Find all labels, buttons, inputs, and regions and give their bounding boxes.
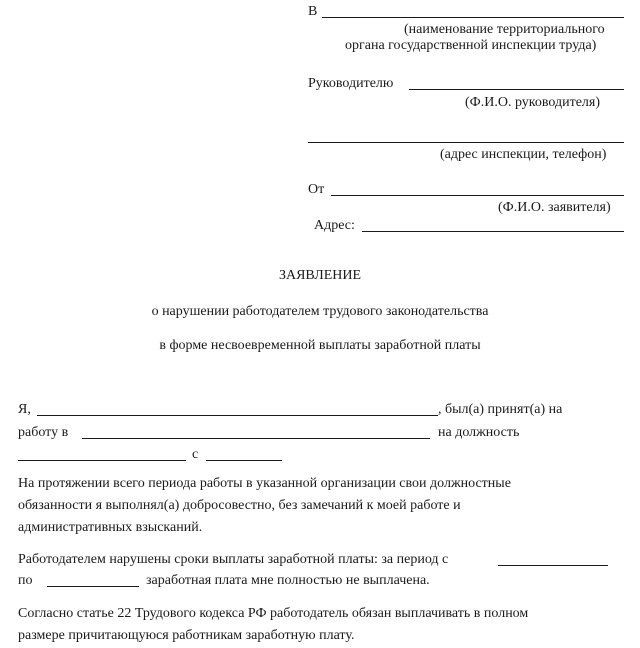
period-from-line[interactable] [498,565,608,566]
to-caption-1: (наименование территориального [404,22,605,37]
head-label: Руководителю [308,76,394,91]
to-field-line[interactable] [322,17,624,18]
line1-end: , был(а) принят(а) на [438,402,563,417]
applicant-name-line[interactable] [37,415,438,416]
para2-line1: Работодателем нарушены сроки выплаты заработной платы: за период с [18,552,449,567]
line3-s: с [192,447,199,462]
employer-line[interactable] [82,438,430,439]
from-label: От [308,182,325,197]
document-subtitle-1: о нарушении работодателем трудового законодательства [151,304,489,319]
inspection-field-line[interactable] [308,142,624,143]
start-date-line[interactable] [206,460,282,461]
para3-line2: размере причитающуюся работникам заработную плату. [18,628,355,643]
para2-line2-start: по [18,573,33,588]
to-caption-2: органа государственной инспекции труда) [345,38,597,53]
line1-start: Я, [18,402,31,417]
period-to-line[interactable] [47,586,139,587]
document-title: ЗАЯВЛЕНИЕ [278,268,362,283]
para1-line3: административных взысканий. [18,520,203,535]
head-caption: (Ф.И.О. руководителя) [465,95,600,110]
para1-line1: На протяжении всего периода работы в указанной организации свои должностные [18,476,511,491]
para2-line2-end: заработная плата мне полностью не выплачена. [146,573,430,588]
document-subtitle-2: в форме несвоевременной выплаты заработной платы [159,338,481,353]
line2-start: работу в [18,425,69,440]
head-field-line[interactable] [409,89,624,90]
para1-line2: обязанности я выполнял(а) добросовестно, без замечаний к моей работе и [18,498,461,513]
to-prefix: В [308,4,318,19]
inspection-caption: (адрес инспекции, телефон) [440,147,607,162]
para3-line1: Согласно статье 22 Трудового кодекса РФ работодатель обязан выплачивать в полном [18,606,529,621]
from-field-line[interactable] [331,195,624,196]
line2-end: на должность [438,425,520,440]
position-line[interactable] [18,460,186,461]
from-caption: (Ф.И.О. заявителя) [498,200,611,215]
address-label: Адрес: [314,218,355,233]
address-field-line[interactable] [362,231,624,232]
